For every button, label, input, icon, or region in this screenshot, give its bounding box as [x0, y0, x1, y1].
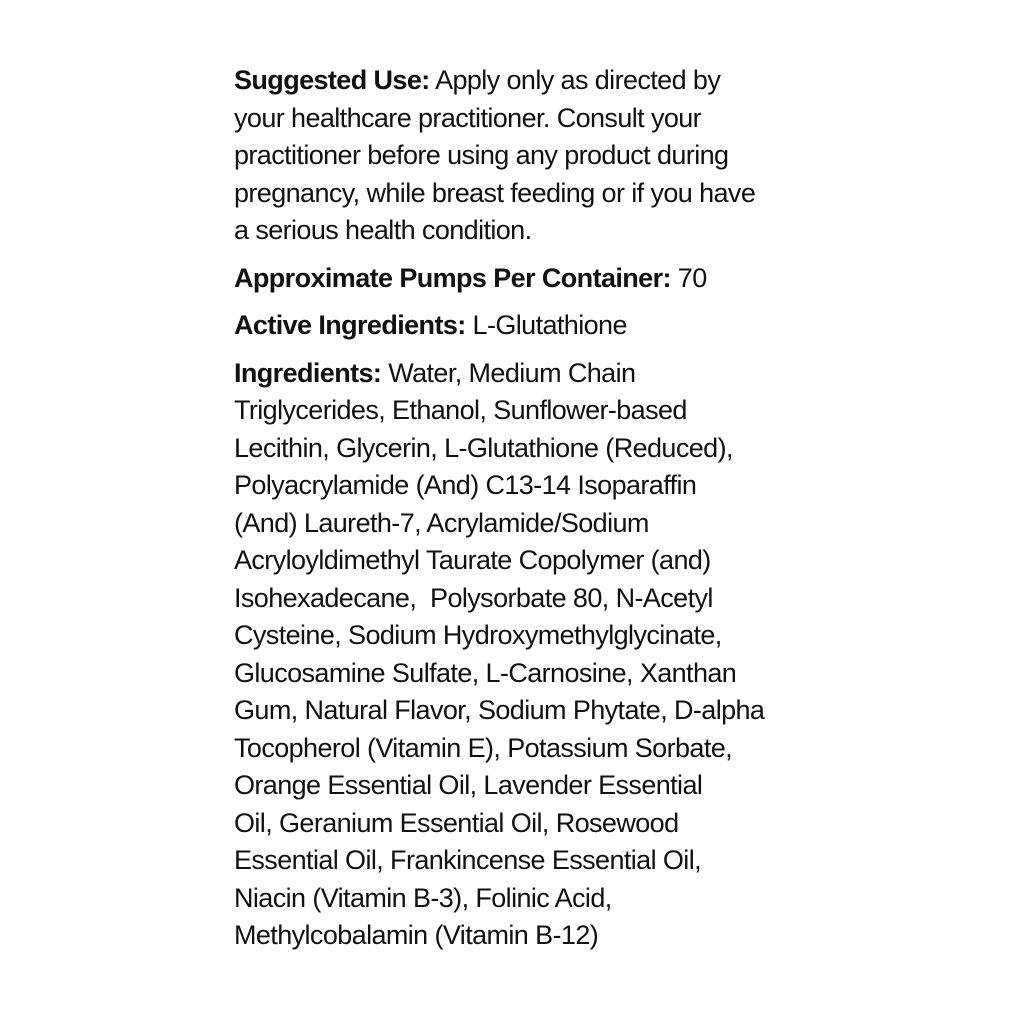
supplement-label-panel — [234, 62, 814, 965]
ingredients-text: Essential Oil, Frankincense Essential Oil, — [234, 845, 701, 875]
active-ingredients-section — [234, 307, 814, 345]
ingredients-text: Niacin (Vitamin B-3), Folinic Acid, — [234, 882, 612, 913]
ingredients-text: Polyacrylamide (And) C13-14 Isoparaffin — [234, 470, 697, 500]
suggested-use-heading: Suggested Use: — [234, 65, 430, 95]
ingredients-text: Cysteine, Sodium Hydroxymethylglycinate, — [234, 620, 722, 650]
pumps-per-container-section — [234, 260, 814, 298]
pumps-per-container-line — [234, 260, 814, 298]
pumps-per-container-value: 70 — [670, 262, 707, 293]
ingredients-text: Tocopherol (Vitamin E), Potassium Sorbate, — [234, 732, 733, 763]
ingredients-text: Isohexadecane, Polysorbate 80, N-Acetyl — [234, 582, 713, 613]
suggested-use-first-line — [234, 62, 814, 100]
ingredients-heading: Ingredients: — [234, 357, 382, 388]
active-ingredients-line — [234, 307, 814, 345]
ingredients-section — [234, 355, 814, 955]
suggested-use-section — [234, 62, 814, 250]
ingredients-text: Triglycerides, Ethanol, Sunflower-based — [234, 395, 687, 425]
suggested-use-text: your healthcare practitioner. Consult your — [234, 102, 702, 133]
ingredients-text: Glucosamine Sulfate, L-Carnosine, Xanthan — [234, 657, 737, 688]
ingredients-text: Acryloyldimethyl Taurate Copolymer (and) — [234, 545, 711, 575]
ingredients-text: Orange Essential Oil, Lavender Essential — [234, 770, 703, 800]
ingredients-text: Gum, Natural Flavor, Sodium Phytate, D-alpha — [234, 695, 765, 725]
suggested-use-text: Apply only as directed by — [429, 65, 721, 95]
suggested-use-text: a serious health condition. — [234, 215, 532, 245]
ingredients-text: Water, Medium Chain — [381, 357, 636, 388]
suggested-use-text: pregnancy, while breast feeding or if you have — [234, 177, 756, 208]
suggested-use-text: practitioner before using any product during — [234, 140, 729, 170]
ingredients-first-line — [234, 355, 814, 393]
active-ingredients-value: L-Glutathione — [465, 310, 627, 340]
active-ingredients-heading: Active Ingredients: — [234, 310, 466, 340]
ingredients-text: Lecithin, Glycerin, L-Glutathione (Reduced), — [234, 432, 733, 463]
pumps-per-container-heading: Approximate Pumps Per Container: — [234, 262, 671, 293]
ingredients-text: Methylcobalamin (Vitamin B-12) — [234, 920, 599, 950]
ingredients-text: Oil, Geranium Essential Oil, Rosewood — [234, 807, 679, 838]
ingredients-text: (And) Laureth-7, Acrylamide/Sodium — [234, 507, 649, 538]
